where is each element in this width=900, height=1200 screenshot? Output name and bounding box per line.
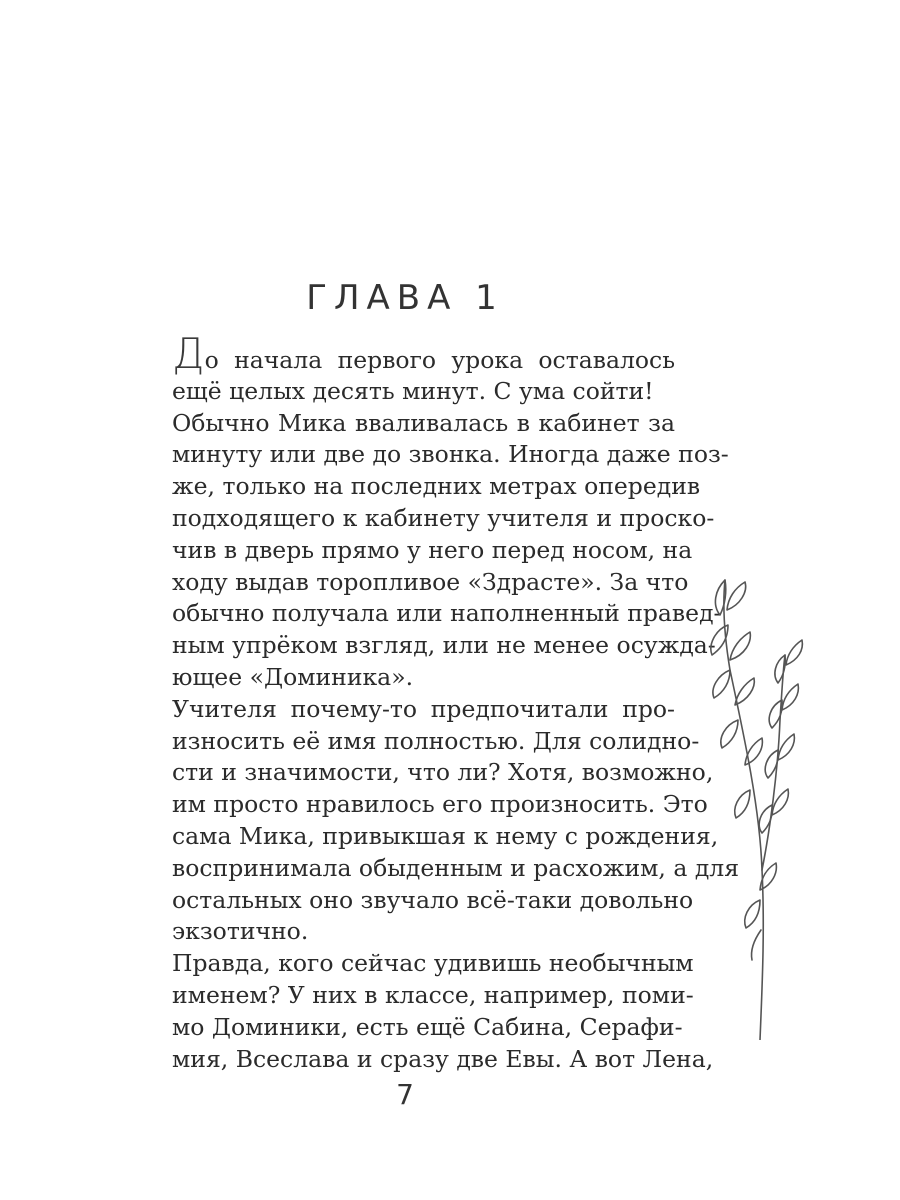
text-line: ходу выдав торопливое «Здрасте». За что — [172, 567, 689, 596]
plant-branch-icon — [690, 570, 820, 1040]
text-line-content: Обычно Мика вваливалась в кабинет за — [172, 408, 675, 437]
text-line: именем? У них в классе, например, поми- — [172, 980, 694, 1009]
text-line: остальных оно звучало всё-таки довольно — [172, 885, 694, 914]
paragraph-4 — [172, 948, 714, 1075]
text-line: сти и значимости, что ли? Хотя, возможно, — [172, 758, 714, 787]
paragraph-2 — [172, 408, 729, 694]
paragraph-3 — [172, 694, 740, 948]
text-line: экзотично. — [172, 917, 309, 946]
text-line: чив в дверь прямо у него перед носом, на — [172, 535, 693, 564]
text-line: минуту или две до звонка. Иногда даже поз- — [172, 440, 729, 469]
text-line: ещё целых десять минут. С ума сойти! — [172, 376, 654, 405]
chapter-title: ГЛАВА 1 — [306, 278, 504, 318]
paragraph-1 — [172, 329, 675, 408]
text-line: обычно получала или наполненный правед- — [172, 599, 722, 628]
text-line: Учителя почему-то предпочитали про- — [172, 694, 675, 723]
text-line-content: о начала первого урока оставалось — [204, 346, 675, 374]
text-line: ным упрёком взгляд, или не менее осужда- — [172, 631, 716, 660]
text-line: же, только на последних метрах опередив — [172, 472, 701, 501]
text-line: им просто нравилось его произносить. Это — [172, 790, 708, 819]
text-line: подходящего к кабинету учителя и проско- — [172, 503, 715, 532]
drop-cap: Д — [172, 329, 205, 378]
text-line: сама Мика, привыкшая к нему с рождения, — [172, 821, 719, 850]
page-number: 7 — [396, 1078, 414, 1111]
text-line: ющее «Доминика». — [172, 662, 414, 691]
text-line — [172, 408, 675, 440]
text-line — [172, 329, 675, 378]
text-line: мия, Всеслава и сразу две Евы. А вот Лена, — [172, 1044, 714, 1073]
text-line: воспринимала обыденным и расхожим, а для — [172, 853, 740, 882]
body-text — [172, 329, 740, 1075]
text-line: Правда, кого сейчас удивишь необычным — [172, 949, 694, 978]
text-line: мо Доминики, есть ещё Сабина, Серафи- — [172, 1012, 683, 1041]
text-line: износить её имя полностью. Для солидно- — [172, 726, 700, 755]
